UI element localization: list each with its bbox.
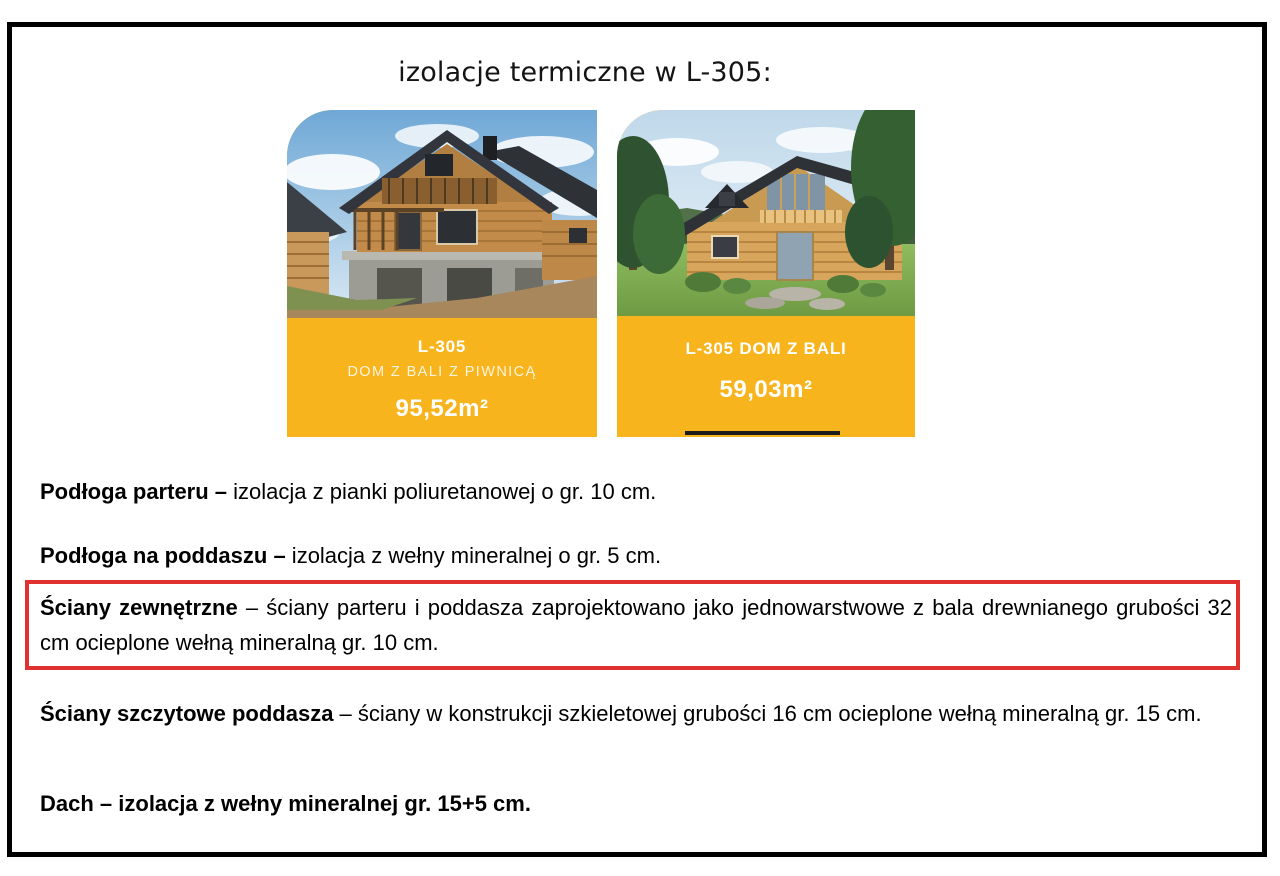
- paragraph-podloga-poddasze: [40, 538, 1232, 573]
- paragraph-text: izolacja z wełny mineralnej o gr. 5 cm.: [285, 543, 662, 568]
- card-footer: [287, 318, 597, 423]
- paragraph-dach: [40, 786, 1232, 821]
- card-area: 95,52m²: [395, 395, 489, 422]
- card-underline: [685, 431, 840, 435]
- paragraph-label: Ściany zewnętrzne: [40, 595, 238, 620]
- paragraph-text: izolacja z pianki poliuretanowej o gr. 10 cm.: [227, 479, 657, 504]
- paragraph-label: Podłoga parteru –: [40, 479, 228, 504]
- card-title: L-305: [417, 337, 467, 356]
- document-page: [7, 22, 1267, 857]
- paragraph-label: Dach –: [40, 791, 113, 816]
- house-card-l305-dom-z-bali: [617, 110, 915, 437]
- house-photo-l305-piwnica: [287, 110, 597, 318]
- paragraph-podloga-parteru: [40, 474, 1232, 509]
- house-photo-l305-dom-z-bali: [617, 110, 915, 316]
- highlight-box-red: [25, 580, 1240, 670]
- paragraph-text: izolacja z wełny mineralnej gr. 15+5 cm.: [112, 791, 531, 816]
- card-title: L-305 DOM Z BALI: [685, 339, 847, 358]
- paragraph-label: Podłoga na poddaszu –: [40, 543, 286, 568]
- house-card-l305-piwnica: [287, 110, 597, 437]
- paragraph-label: Ściany szczytowe poddasza: [40, 701, 334, 726]
- card-footer: [617, 316, 915, 404]
- paragraph-sciany-szczytowe: [40, 696, 1232, 731]
- card-subtitle: DOM Z BALI Z PIWNICĄ: [347, 364, 537, 380]
- paragraph-text: – ściany parteru i poddasza zaprojektowano jako jednowarstwowe z bala drewnianego grubości 32 cm ocieplone wełną mineralną gr. 10 cm.: [40, 595, 1232, 655]
- paragraph-sciany-zewnetrzne: [40, 590, 1232, 660]
- page-title: izolacje termiczne w L-305:: [398, 57, 772, 88]
- card-area: 59,03m²: [719, 376, 813, 403]
- paragraph-text: – ściany w konstrukcji szkieletowej grubości 16 cm ocieplone wełną mineralną gr. 15 cm.: [333, 701, 1202, 726]
